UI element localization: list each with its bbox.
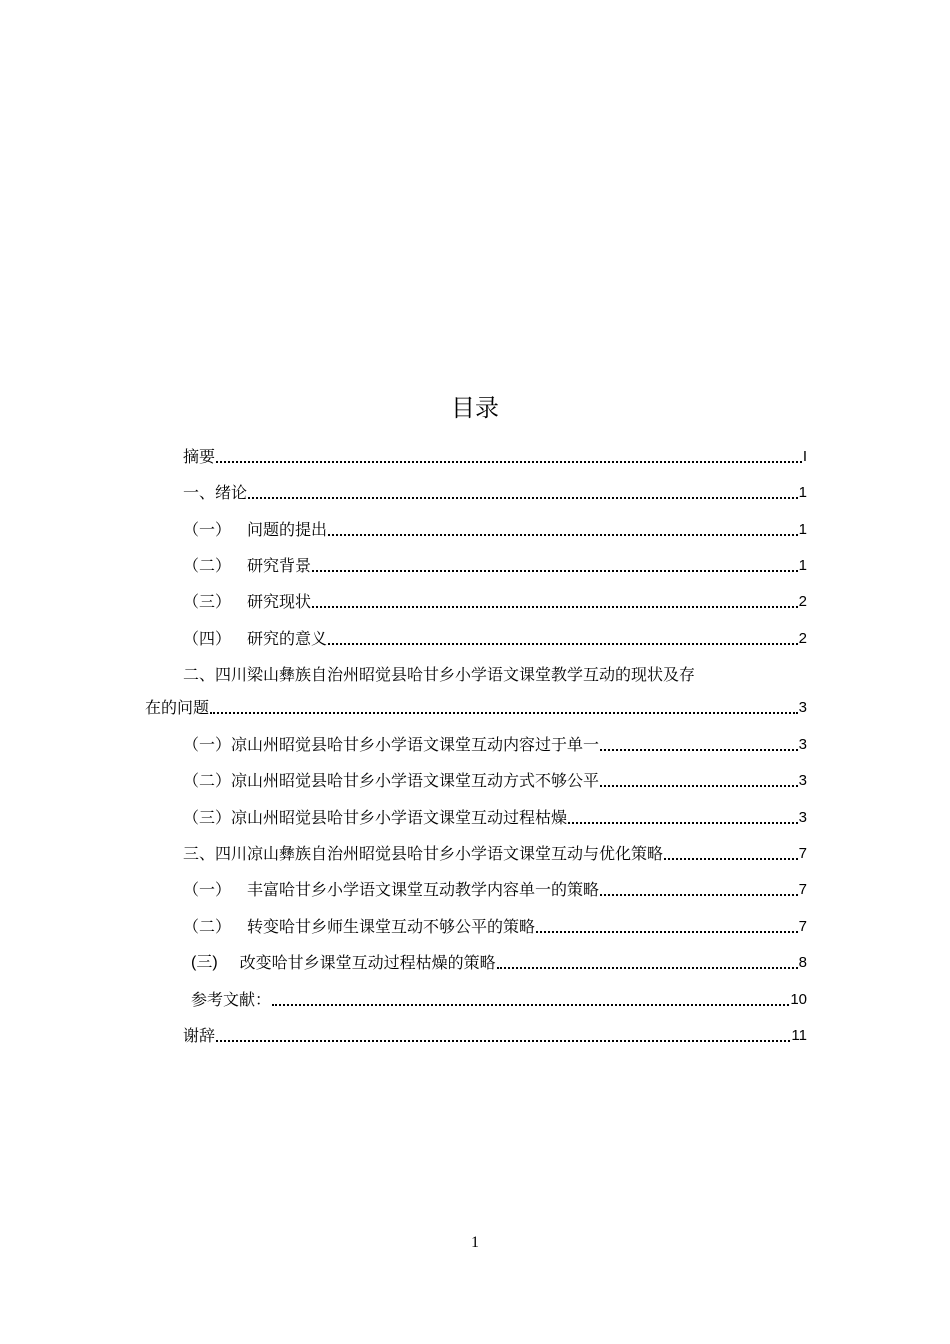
toc-entry-page: 10 — [790, 991, 807, 1008]
toc-entry-3-2[interactable] — [183, 917, 807, 937]
toc-entry-page: 3 — [798, 772, 807, 789]
dot-leader — [312, 566, 798, 572]
toc-entry-text: 谢辞 — [183, 1026, 216, 1045]
toc-entry-text: 研究现状 — [247, 592, 312, 611]
toc-entry-number: （二） — [183, 556, 232, 575]
toc-entry-number: （一） — [183, 520, 232, 539]
toc-entry-page: 7 — [798, 845, 807, 862]
toc-entry-text: 一、绪论 — [183, 483, 248, 502]
toc-entry-page: 7 — [798, 918, 807, 935]
toc-entry-text: 改变哈甘乡课堂互动过程枯燥的策略 — [239, 953, 496, 972]
toc-entry-page: 3 — [798, 699, 807, 716]
toc-entry-number: （四） — [183, 629, 232, 648]
toc-entry-number: （二） — [183, 917, 232, 936]
toc-entry-abstract[interactable] — [183, 447, 807, 467]
dot-leader — [600, 745, 798, 751]
toc-entry-text: 转变哈甘乡师生课堂互动不够公平的策略 — [247, 917, 536, 936]
toc-entry-page: 3 — [798, 736, 807, 753]
toc-entry-chapter-2[interactable] — [145, 698, 807, 718]
dot-leader — [328, 530, 798, 536]
toc-entry-page: I — [802, 448, 807, 465]
dot-leader — [328, 639, 798, 645]
toc-title: 目录 — [451, 394, 499, 422]
toc-entry-3-1[interactable] — [183, 880, 807, 900]
toc-entry-number: （一） — [183, 880, 232, 899]
dot-leader — [497, 963, 798, 969]
toc-entry-page: 1 — [798, 484, 807, 501]
dot-leader — [568, 818, 798, 824]
dot-leader — [312, 602, 798, 608]
toc-entry-text: （三）凉山州昭觉县哈甘乡小学语文课堂互动过程枯燥 — [183, 808, 568, 827]
toc-entry-chapter-3[interactable] — [183, 844, 807, 864]
toc-entry-number: (三) — [191, 954, 218, 971]
dot-leader — [248, 493, 798, 499]
dot-leader — [600, 890, 798, 896]
toc-entry-1-1[interactable] — [183, 520, 807, 540]
dot-leader — [216, 1036, 790, 1042]
toc-entry-acknowledgements[interactable] — [183, 1026, 807, 1046]
toc-entry-chapter-2-line1[interactable]: 二、四川梁山彝族自治州昭觉县哈甘乡小学语文课堂教学互动的现状及存 — [183, 665, 696, 684]
toc-entry-text: 研究的意义 — [247, 629, 328, 648]
toc-entry-page: 1 — [798, 557, 807, 574]
toc-entry-2-1[interactable] — [183, 735, 807, 755]
toc-entry-page: 2 — [798, 630, 807, 647]
toc-entry-text: 参考文献： — [191, 990, 272, 1009]
toc-entry-text: 摘要 — [183, 447, 216, 466]
dot-leader — [272, 1000, 789, 1006]
toc-entry-text: 丰富哈甘乡小学语文课堂互动教学内容单一的策略 — [247, 880, 600, 899]
toc-entry-page: 2 — [798, 593, 807, 610]
toc-entry-text: 在的问题 — [145, 698, 210, 717]
toc-entry-number: （三） — [183, 592, 232, 611]
toc-entry-page: 7 — [798, 881, 807, 898]
toc-entry-text: 研究背景 — [247, 556, 312, 575]
dot-leader — [210, 708, 798, 714]
toc-entry-text: 问题的提出 — [247, 520, 328, 539]
toc-entry-page: 1 — [798, 521, 807, 538]
toc-entry-1-4[interactable] — [183, 629, 807, 649]
dot-leader — [536, 927, 798, 933]
toc-entry-page: 3 — [798, 809, 807, 826]
toc-entry-2-3[interactable] — [183, 808, 807, 828]
toc-entry-2-2[interactable] — [183, 771, 807, 791]
toc-entry-page: 11 — [791, 1027, 807, 1044]
toc-entry-text: 三、四川凉山彝族自治州昭觉县哈甘乡小学语文课堂互动与优化策略 — [183, 844, 664, 863]
dot-leader — [216, 457, 802, 463]
toc-entry-3-3[interactable] — [191, 953, 807, 973]
toc-entry-page: 8 — [798, 954, 807, 971]
toc-entry-text: （一）凉山州昭觉县哈甘乡小学语文课堂互动内容过于单一 — [183, 735, 600, 754]
dot-leader — [600, 781, 798, 787]
toc-entry-text: （二）凉山州昭觉县哈甘乡小学语文课堂互动方式不够公平 — [183, 771, 600, 790]
toc-entry-references[interactable] — [191, 990, 807, 1010]
footer-page-number: 1 — [471, 1234, 479, 1251]
toc-entry-introduction[interactable] — [183, 483, 807, 503]
dot-leader — [664, 854, 798, 860]
toc-entry-1-2[interactable] — [183, 556, 807, 576]
toc-entry-1-3[interactable] — [183, 592, 807, 612]
